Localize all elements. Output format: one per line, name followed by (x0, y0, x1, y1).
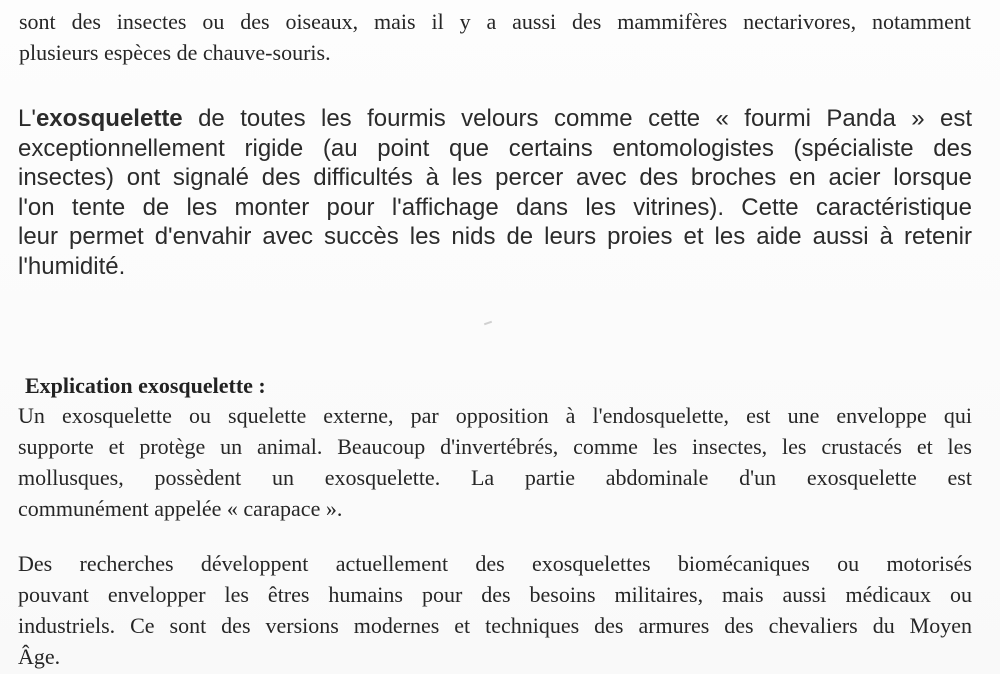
bold-term: exosquelette (35, 105, 183, 132)
text-line: sont des insectes ou des oiseaux, mais il y a aussi des mammifères nectarivores, notamment (19, 9, 971, 34)
text-line: leur permet d'envahir avec succès les nids de leurs proies et les aide aussi à retenir (18, 223, 972, 250)
text-line: Des recherches développent actuellement des exosquelettes biomécaniques ou motorisés (18, 551, 972, 576)
explanation-paragraph (18, 400, 972, 524)
text-line: l'humidité. (18, 252, 126, 280)
text-line: plusieurs espèces de chauve-souris. (19, 40, 331, 65)
text-line: industriels. Ce sont des versions modernes et techniques des armures des chevaliers du Moyen (18, 613, 972, 638)
text-line: insectes) ont signalé des difficultés à les percer avec des broches en acier lorsque (18, 164, 972, 191)
text-line: mollusques, possèdent un exosquelette. La partie abdominale d'un exosquelette est (18, 465, 972, 490)
exoskeleton-paragraph (18, 104, 972, 281)
text-line: pouvant envelopper les êtres humains pour des besoins militaires, mais aussi médicaux ou (18, 582, 972, 607)
text-line: exceptionnellement rigide (au point que certains entomologistes (spécialiste des (18, 134, 972, 162)
text-line (18, 104, 972, 134)
text-line: communément appelée « carapace ». (18, 496, 343, 521)
text-segment: de toutes les fourmis velours comme cette « fourmi Panda » est (182, 105, 972, 132)
text-line: Âge. (18, 644, 61, 669)
scan-speck (484, 321, 492, 326)
intro-paragraph (19, 6, 971, 68)
text-prefix: L' (18, 105, 36, 132)
text-line: l'on tente de les monter pour l'affichage dans les vitrines). Cette caractéristique (18, 193, 972, 221)
research-paragraph (18, 548, 972, 672)
explanation-heading: Explication exosquelette : (25, 373, 266, 398)
text-line: supporte et protège un animal. Beaucoup d'invertébrés, comme les insectes, les crustacés et les (18, 434, 972, 459)
text-line: Un exosquelette ou squelette externe, par opposition à l'endosquelette, est une enveloppe qui (18, 403, 972, 428)
